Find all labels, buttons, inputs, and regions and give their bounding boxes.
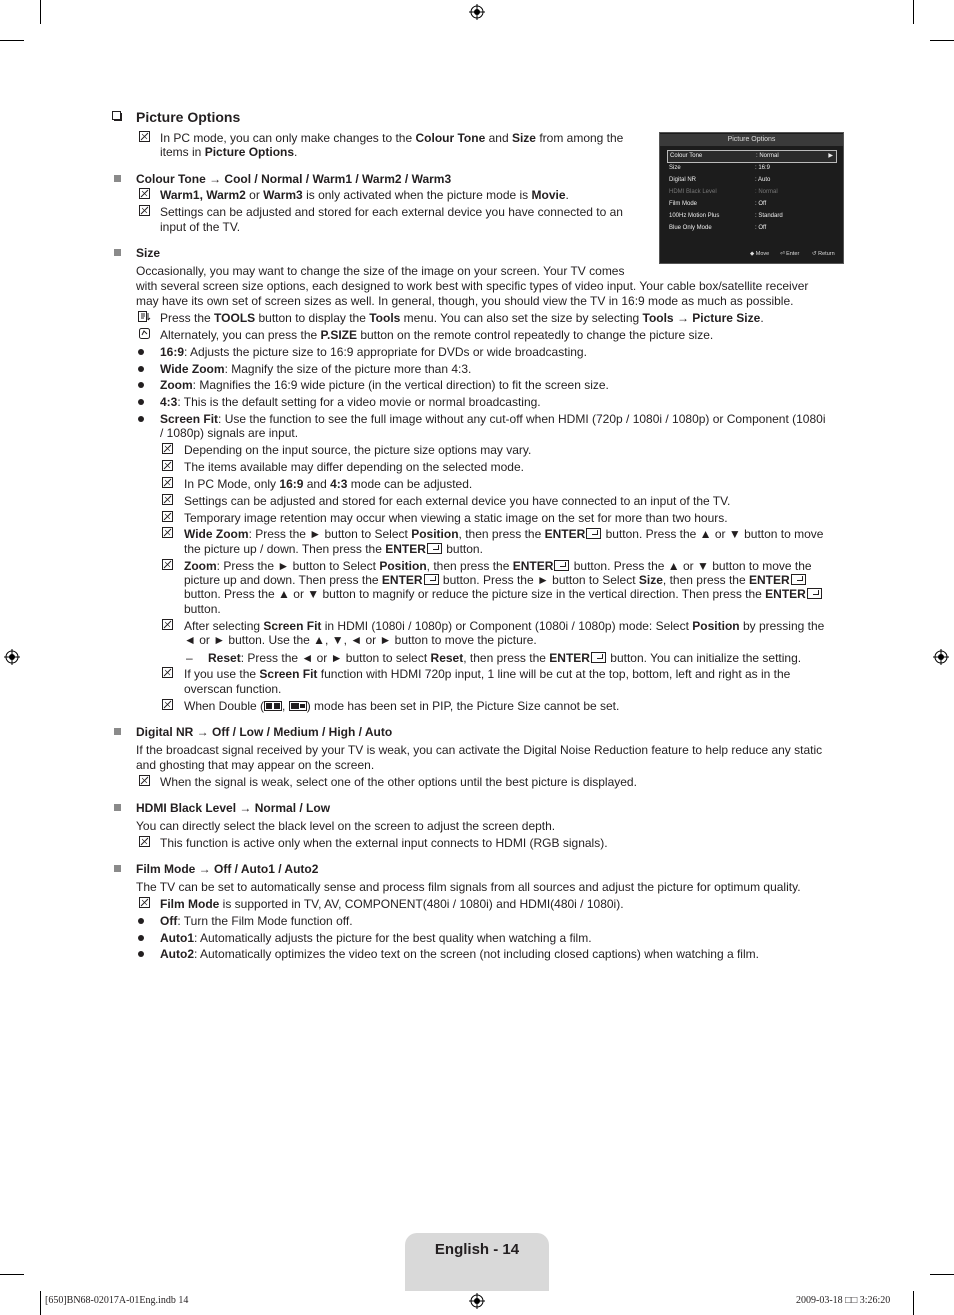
osd-row-value: : Normal: [756, 153, 779, 159]
osd-enter-hint: [780, 250, 799, 259]
size-paragraph: with several screen size options, each designed to work best with specific types of video input. Your cable box/satellite receiver: [136, 279, 809, 293]
section-title: Picture Options: [136, 109, 241, 125]
page-number: English - 14: [434, 1241, 520, 1258]
film-mode-option: [160, 914, 353, 929]
size-paragraph: Occasionally, you may want to change the size of the image on your screen. Your TV comes: [136, 264, 625, 278]
text-run: picture up and down. Then press the: [184, 573, 382, 587]
crop-mark: [930, 1274, 954, 1275]
osd-title: Picture Options: [660, 134, 843, 146]
film-mode-paragraph: The TV can be set to automatically sense and process film signals from all sources and adjust the picture for optimum quality.: [136, 880, 801, 894]
text-run: ENTER: [549, 651, 590, 665]
intro-line: [160, 131, 623, 146]
text-run: Off: [160, 914, 178, 928]
text-run: In PC Mode, only: [184, 477, 280, 491]
crop-mark: [930, 40, 954, 41]
osd-row-hdmi-black-level: [667, 187, 835, 198]
text-run: : This is the default setting for a video movie or normal broadcasting.: [177, 395, 541, 409]
colour-tone-note: Settings can be adjusted and stored for each external device you have connected to an: [160, 205, 623, 219]
bullet-dot: [138, 918, 144, 924]
text-run: 16:9: [279, 477, 304, 491]
text-run: Position: [379, 559, 427, 573]
square-bullet: [114, 249, 121, 256]
crop-mark: [0, 1274, 24, 1275]
osd-return-label: Return: [818, 251, 835, 257]
text-run: Auto1: [160, 931, 194, 945]
text-run: button on the remote control repeatedly to change the picture size.: [357, 328, 714, 342]
text-run: : Automatically optimizes the video text on the screen (not including closed captions) when watching a film.: [194, 947, 759, 961]
text-run: , then press the: [426, 559, 513, 573]
text-run: button. Press the ▲ or ▼ button to magnify or reduce the picture size in the vertical direction. Then press the: [184, 587, 766, 601]
crop-mark: [913, 1291, 914, 1315]
registration-mark-icon: [933, 649, 949, 665]
enter-key-icon: [424, 574, 439, 585]
osd-row-motion-plus[interactable]: [667, 211, 835, 222]
size-heading: Size: [136, 246, 161, 260]
osd-row-blue-only[interactable]: [667, 223, 835, 234]
text-run: button. You can initialize the setting.: [606, 651, 802, 665]
registration-mark-icon: [469, 4, 485, 20]
checkbox-bullet-icon: [112, 111, 122, 121]
size-paragraph: may have its own set of screen sizes as well. In general, though, you should view the TV in 16:9 mode as much as possible.: [136, 294, 794, 308]
text-run: : Magnify the size of the picture more than 4:3.: [224, 362, 472, 376]
size-note: The items available may differ depending on the selected mode.: [184, 460, 524, 474]
note-icon: [139, 188, 150, 199]
text-run: P.SIZE: [320, 328, 357, 342]
osd-row-colour-tone[interactable]: [667, 150, 837, 163]
text-run: : Automatically adjusts the picture for the best quality when watching a film.: [194, 931, 592, 945]
text-run: Screen Fit: [160, 412, 219, 426]
osd-row-label: Colour Tone: [670, 153, 703, 159]
square-bullet: [114, 865, 121, 872]
print-date: 2009-03-18 □□ 3:26:20: [796, 1295, 891, 1306]
osd-row-digital-nr[interactable]: [667, 175, 835, 186]
registration-mark-icon: [4, 649, 20, 665]
text-run: Warm3: [263, 188, 303, 202]
text-run: is only activated when the picture mode is: [302, 188, 532, 202]
text-run: : Magnifies the 16:9 wide picture (in the vertical direction) to fit the screen size.: [192, 378, 609, 392]
bullet-dot: [138, 399, 144, 405]
move-arrows-icon: ◆: [750, 251, 755, 257]
text-run: Tools: [369, 311, 401, 325]
crop-mark: [913, 0, 914, 24]
digital-nr-paragraph: If the broadcast signal received by your TV is weak, you can activate the Digital Noise Reduction feature to help reduce any static: [136, 743, 823, 757]
text-run: and: [303, 477, 331, 491]
digital-nr-paragraph: and ghosting that may appear on the screen.: [136, 758, 375, 772]
size-note: [184, 542, 483, 557]
size-note: When Double ( , ) mode has been set in PIP, the Picture Size cannot be set.: [184, 699, 620, 713]
bullet-dot: [138, 349, 144, 355]
osd-row-value: : Standard: [755, 213, 783, 219]
osd-return-hint: [812, 250, 835, 259]
text-run: ENTER: [544, 527, 586, 541]
size-note-part: When Double (: [184, 699, 265, 713]
size-option: [160, 395, 541, 410]
note-icon: [139, 775, 150, 786]
text-run: Wide Zoom: [184, 527, 249, 541]
text-run: button to display the: [255, 311, 370, 325]
note-icon: [162, 511, 173, 522]
note-icon: [162, 477, 173, 488]
note-icon: [162, 494, 173, 505]
text-run: , then press the: [662, 573, 749, 587]
film-mode-heading: Film Mode → Off / Auto1 / Auto2: [136, 862, 319, 876]
note-icon: [162, 699, 173, 710]
tools-icon: [138, 311, 151, 322]
note-icon: [162, 619, 173, 630]
size-note: [184, 573, 807, 588]
size-note: [184, 619, 824, 634]
note-icon: [162, 527, 173, 538]
text-run: , then press the: [458, 527, 545, 541]
enter-key-icon: [586, 528, 601, 539]
text-run: Zoom: [184, 559, 217, 573]
osd-enter-label: Enter: [786, 251, 800, 257]
text-run: .: [565, 188, 569, 202]
square-bullet: [114, 175, 121, 182]
text-run: In PC mode, you can only make changes to the: [160, 131, 416, 145]
osd-row-label: Film Mode: [669, 201, 698, 207]
text-run: After selecting: [184, 619, 264, 633]
crop-mark: [0, 40, 24, 41]
note-icon: [162, 460, 173, 471]
osd-row-value: : Off: [755, 201, 767, 207]
size-note: button.: [184, 602, 221, 616]
colour-tone-note: [160, 188, 569, 203]
note-icon: [162, 667, 173, 678]
text-run: : Press the ► button to Select: [216, 559, 380, 573]
text-run: in HDMI (1080i / 1080p) or Component (1080i / 1080p) mode: Select: [321, 619, 693, 633]
note-icon: [139, 836, 150, 847]
text-run: 16:9: [160, 345, 185, 359]
text-run: Alternately, you can press the: [160, 328, 321, 342]
size-psize-note: [160, 328, 713, 343]
note-icon: [139, 897, 150, 908]
arrow-right-icon: ▶: [828, 153, 833, 159]
osd-row-label: Blue Only Mode: [669, 225, 712, 231]
note-icon: [162, 559, 173, 570]
text-run: and: [485, 131, 512, 145]
size-option: [160, 412, 826, 427]
size-option: [160, 378, 609, 393]
text-run: Movie: [531, 188, 566, 202]
enter-key-icon: [791, 574, 806, 585]
text-run: button.: [442, 542, 483, 556]
film-mode-option: [160, 947, 759, 962]
double-pip-icon: [264, 701, 282, 711]
enter-key-icon: [807, 588, 822, 599]
text-run: 4:3: [330, 477, 348, 491]
intro-line: [160, 145, 297, 160]
enter-icon: ⏎: [780, 251, 785, 257]
text-run: Screen Fit: [263, 619, 322, 633]
text-run: from among the: [535, 131, 624, 145]
bullet-dot: [138, 416, 144, 422]
text-run: menu. You can also set the size by selecting: [400, 311, 643, 325]
text-run: If you use the: [184, 667, 260, 681]
remote-icon: [139, 328, 150, 339]
osd-row-size[interactable]: [667, 163, 835, 174]
text-run: Reset: [430, 651, 464, 665]
text-run: ENTER: [381, 573, 423, 587]
text-run: Screen Fit: [259, 667, 318, 681]
crop-mark: [40, 0, 41, 24]
colour-tone-note: input of the TV.: [160, 220, 241, 234]
size-note: [184, 527, 823, 542]
bullet-dot: [138, 951, 144, 957]
size-note: [184, 477, 472, 492]
text-run: ENTER: [512, 559, 554, 573]
return-icon: ↺: [812, 251, 817, 257]
text-run: , then press the: [463, 651, 550, 665]
square-bullet: [114, 804, 121, 811]
size-note: [184, 587, 823, 602]
text-run: is supported in TV, AV, COMPONENT(480i / 1080i) and HDMI(480i / 1080i).: [219, 897, 624, 911]
size-note: Settings can be adjusted and stored for each external device you have connected to an input of the TV.: [184, 494, 731, 508]
osd-row-film-mode[interactable]: [667, 199, 835, 210]
text-run: Zoom: [160, 378, 193, 392]
text-run: ENTER: [748, 573, 790, 587]
text-run: : Use the function to see the full image without any cut-off when HDMI (720p / 1080i / 1080p) or Component (1080i: [218, 412, 826, 426]
text-run: Colour Tone: [415, 131, 486, 145]
bullet-dot: [138, 935, 144, 941]
text-run: Auto2: [160, 947, 194, 961]
enter-key-icon: [427, 543, 442, 554]
text-run: Press the: [160, 311, 215, 325]
text-run: or: [245, 188, 264, 202]
text-run: Warm1, Warm2: [160, 188, 246, 202]
colour-tone-heading: Colour Tone → Cool / Normal / Warm1 / Warm2 / Warm3: [136, 172, 452, 186]
size-option: [160, 345, 587, 360]
text-run: Size: [638, 573, 663, 587]
square-bullet: [114, 728, 121, 735]
text-run: Wide Zoom: [160, 362, 225, 376]
double-pip-icon: [289, 701, 307, 711]
text-run: button. Press the ▲ or ▼ button to move: [602, 527, 824, 541]
osd-row-label: Digital NR: [669, 177, 697, 183]
text-run: Film Mode: [160, 897, 220, 911]
enter-key-icon: [591, 652, 606, 663]
size-note: Depending on the input source, the picture size options may vary.: [184, 443, 532, 457]
print-file-name: [650]BN68-02017A-01Eng.indb 14: [45, 1295, 189, 1306]
bullet-dot: [138, 366, 144, 372]
registration-mark-icon: [469, 1293, 485, 1309]
text-run: ENTER: [385, 542, 426, 556]
text-run: Reset: [208, 651, 241, 665]
digital-nr-note: When the signal is weak, select one of the other options until the best picture is displayed.: [160, 775, 637, 789]
note-icon: [162, 443, 173, 454]
osd-row-value: : 16:9: [755, 165, 771, 171]
text-run: ENTER: [765, 587, 806, 601]
size-note-part: ) mode has been set in PIP, the Picture Size cannot be set.: [306, 699, 620, 713]
hdmi-black-note: This function is active only when the external input connects to HDMI (RGB signals).: [160, 836, 608, 850]
text-run: Position: [692, 619, 740, 633]
picture-options-osd: [659, 132, 844, 264]
hdmi-black-heading: HDMI Black Level → Normal / Low: [136, 801, 331, 815]
reset-note: [208, 651, 801, 666]
text-run: function with HDMI 720p input, 1 line will be cut at the top, bottom, left and right as in the: [317, 667, 791, 681]
crop-mark: [40, 1291, 41, 1315]
text-run: .: [760, 311, 764, 325]
text-run: Tools → Picture Size: [642, 311, 761, 325]
film-mode-note: [160, 897, 624, 912]
dash-bullet: –: [186, 651, 193, 665]
osd-row-value: : Auto: [755, 177, 771, 183]
text-run: : Press the ◄ or ► button to select: [240, 651, 431, 665]
text-run: Picture Options: [204, 145, 295, 159]
osd-row-label: Size: [669, 165, 681, 171]
hdmi-black-paragraph: You can directly select the black level on the screen to adjust the screen depth.: [136, 819, 556, 833]
text-run: button. Press the ► button to Select: [439, 573, 639, 587]
text-run: TOOLS: [214, 311, 256, 325]
text-run: by pressing the: [739, 619, 825, 633]
note-icon: [139, 131, 150, 142]
size-note: Temporary image retention may occur when viewing a static image on the set for more than two hours.: [184, 511, 728, 525]
size-note: [184, 667, 790, 682]
osd-move-label: Move: [755, 251, 770, 257]
enter-key-icon: [554, 560, 569, 571]
size-note: ◄ or ► button. Use the ▲, ▼, ◄ or ► button to move the picture.: [184, 633, 537, 647]
text-run: Size: [511, 131, 536, 145]
text-run: items in: [160, 145, 205, 159]
size-note: overscan function.: [184, 682, 282, 696]
text-run: : Adjusts the picture size to 16:9 appropriate for DVDs or wide broadcasting.: [184, 345, 587, 359]
size-option: / 1080p) signals are input.: [160, 426, 299, 440]
text-run: mode can be adjusted.: [347, 477, 473, 491]
digital-nr-heading: Digital NR → Off / Low / Medium / High / Auto: [136, 725, 393, 739]
text-run: .: [294, 145, 298, 159]
note-icon: [139, 205, 150, 216]
text-run: Position: [411, 527, 459, 541]
bullet-dot: [138, 382, 144, 388]
osd-row-value: : Normal: [755, 189, 778, 195]
osd-row-label: 100Hz Motion Plus: [669, 213, 720, 219]
size-note: [184, 559, 812, 574]
text-run: the picture up / down. Then press the: [184, 542, 386, 556]
film-mode-option: [160, 931, 592, 946]
osd-row-value: : Off: [755, 225, 767, 231]
size-option: [160, 362, 471, 377]
osd-row-label: HDMI Black Level: [669, 189, 717, 195]
osd-move-hint: [750, 250, 769, 259]
text-run: : Turn the Film Mode function off.: [177, 914, 353, 928]
text-run: 4:3: [160, 395, 178, 409]
text-run: : Press the ► button to Select: [248, 527, 412, 541]
size-tools-note: [160, 311, 764, 326]
text-run: button. Press the ▲ or ▼ button to move the: [570, 559, 812, 573]
